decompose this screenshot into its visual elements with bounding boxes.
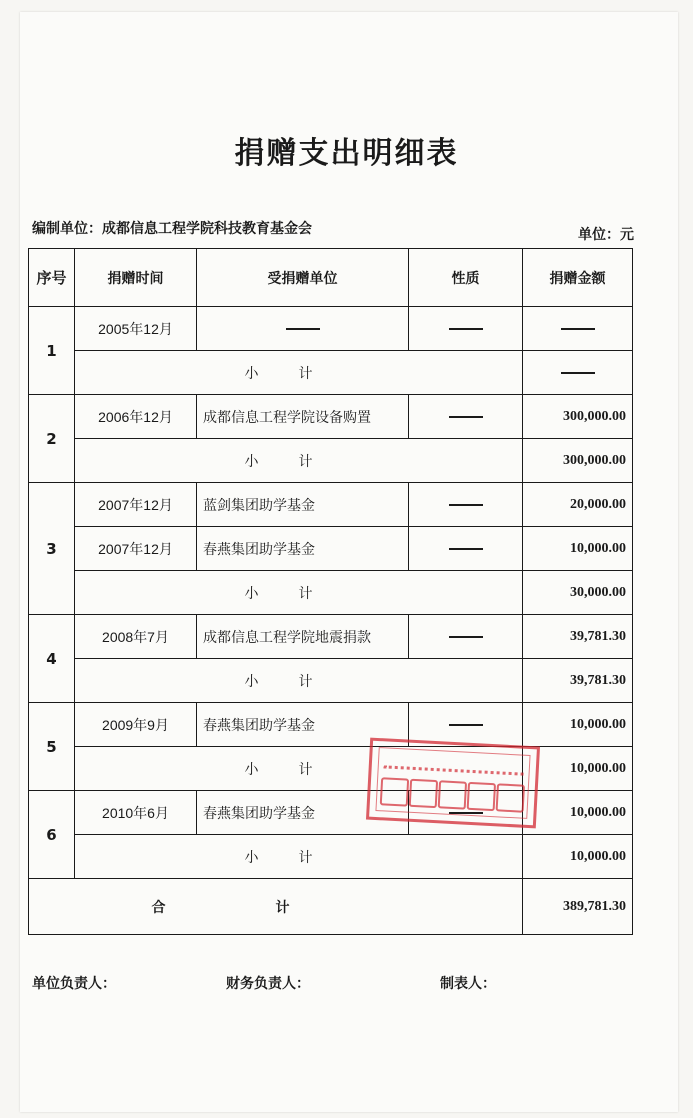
document-title: 捐赠支出明细表 [234,136,459,171]
subtotal-label: 小计 [75,747,523,791]
row-nature [409,483,523,527]
footer-head: 单位负责人： [32,976,116,992]
subtotal-row [29,747,633,791]
subtotal-amount: 10,000.00 [523,747,633,791]
subtotal-amount: 300,000.00 [523,439,633,483]
row-recipient: 成都信息工程学院设备购置 [197,395,409,439]
total-row [29,879,633,935]
subtotal-amount: 10,000.00 [523,835,633,879]
total-amount: 389,781.30 [523,879,633,935]
subtotal-label: 小计 [75,439,523,483]
row-amount: 20,000.00 [523,483,633,527]
row-nature [409,307,523,351]
subtotal-label: 小计 [75,571,523,615]
subtotal-label: 小计 [75,835,523,879]
table-body [29,307,633,879]
table-row [29,615,633,659]
subtotal-label: 小计 [75,659,523,703]
row-amount: 10,000.00 [523,703,633,747]
row-date: 2007年12月 [75,527,197,571]
footer-finance: 财务负责人： [226,976,310,992]
row-date: 2010年6月 [75,791,197,835]
header-date: 捐赠时间 [75,249,197,307]
header-amount: 捐赠金额 [523,249,633,307]
header-seq: 序号 [29,249,75,307]
subtotal-row [29,351,633,395]
table-row [29,703,633,747]
row-recipient: 成都信息工程学院地震捐款 [197,615,409,659]
row-seq: 2 [29,395,75,483]
donation-table [28,248,633,935]
row-seq: 5 [29,703,75,791]
header-recipient: 受捐赠单位 [197,249,409,307]
footer-preparer: 制表人： [440,976,496,992]
row-seq: 3 [29,483,75,615]
header-nature: 性质 [409,249,523,307]
row-seq: 6 [29,791,75,879]
subtotal-row [29,659,633,703]
subtotal-row [29,835,633,879]
row-recipient: 春燕集团助学基金 [197,791,409,835]
table-row [29,791,633,835]
subtotal-amount: 39,781.30 [523,659,633,703]
subtotal-amount-empty [523,351,633,395]
org-label: 编制单位：成都信息工程学院科技教育基金会 [32,221,312,237]
subtotal-row [29,439,633,483]
row-date: 2005年12月 [75,307,197,351]
row-amount: 10,000.00 [523,791,633,835]
row-amount: 10,000.00 [523,527,633,571]
row-nature [409,395,523,439]
row-nature [409,703,523,747]
row-seq: 1 [29,307,75,395]
row-date: 2009年9月 [75,703,197,747]
subtotal-row [29,571,633,615]
row-amount-empty [523,307,633,351]
row-recipient-empty [197,307,409,351]
table-header-row [29,249,633,307]
row-recipient: 蓝剑集团助学基金 [197,483,409,527]
unit-label: 单位：元 [578,227,634,243]
row-nature [409,615,523,659]
row-nature [409,791,523,835]
table-row [29,527,633,571]
row-date: 2006年12月 [75,395,197,439]
row-recipient: 春燕集团助学基金 [197,527,409,571]
row-date: 2008年7月 [75,615,197,659]
total-label: 合计 [29,879,523,935]
table-row [29,395,633,439]
table-row [29,483,633,527]
row-seq: 4 [29,615,75,703]
table-row [29,307,633,351]
subtotal-label: 小计 [75,351,523,395]
row-amount: 39,781.30 [523,615,633,659]
row-nature [409,527,523,571]
document-meta [32,218,634,243]
row-date: 2007年12月 [75,483,197,527]
row-amount: 300,000.00 [523,395,633,439]
subtotal-amount: 30,000.00 [523,571,633,615]
row-recipient: 春燕集团助学基金 [197,703,409,747]
